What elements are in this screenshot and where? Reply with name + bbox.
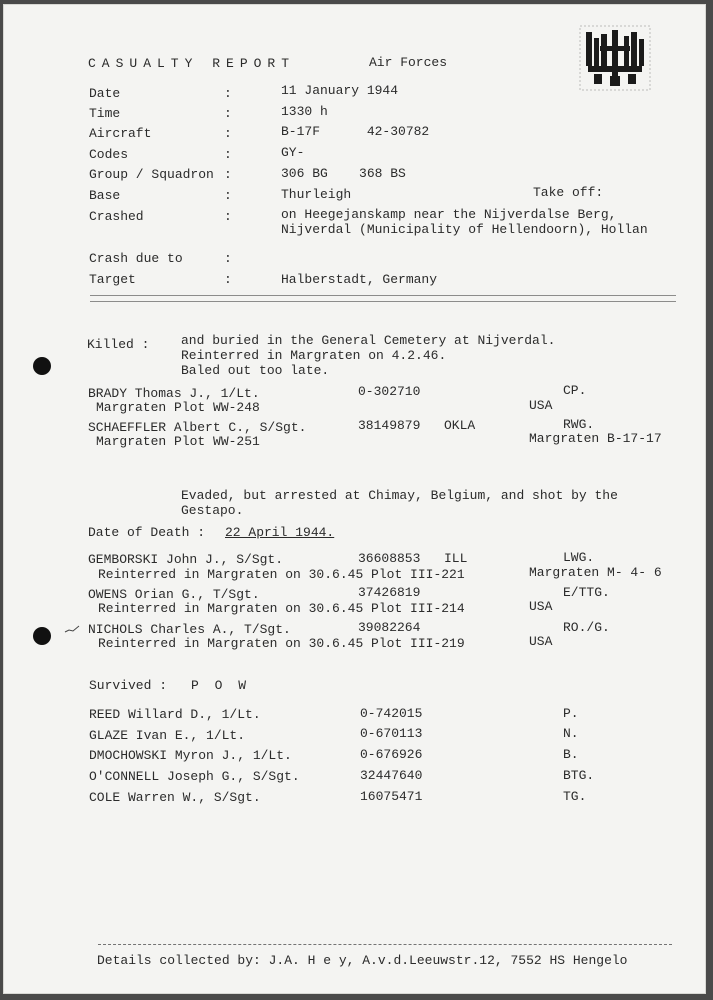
- crew-position: LWG.: [563, 550, 595, 565]
- crew-detail-right: Margraten M- 4- 6: [529, 565, 662, 580]
- field-colon-date: :: [224, 86, 232, 101]
- header-separator: [90, 295, 676, 302]
- crew-position: N.: [563, 726, 579, 741]
- footer-credit: Details collected by: J.A. H e y, A.v.d.Leeuwstr.12, 7552 HS Hengelo: [97, 953, 628, 968]
- field-value-group: 306 BG 368 BS: [281, 166, 406, 181]
- field-colon-target: :: [224, 272, 232, 287]
- crew-name: NICHOLS Charles A., T/Sgt.: [88, 622, 291, 637]
- crew-serial: 36608853: [358, 551, 421, 566]
- punch-hole-top: [33, 357, 51, 375]
- report-subtitle: Air Forces: [369, 55, 448, 70]
- crew-serial: 0-670113: [360, 726, 423, 741]
- killed-note-2: Reinterred in Margraten on 4.2.46.: [181, 348, 447, 363]
- field-colon-group: :: [224, 167, 232, 182]
- evaded-note-1: Evaded, but arrested at Chimay, Belgium, and shot by the: [181, 488, 618, 503]
- crew-name: REED Willard D., 1/Lt.: [89, 707, 261, 722]
- killed-heading: Killed :: [87, 337, 150, 352]
- field-colon-base: :: [224, 188, 232, 203]
- crew-name: BRADY Thomas J., 1/Lt.: [88, 386, 260, 401]
- crew-serial: 0-676926: [360, 747, 423, 762]
- crew-detail: Margraten Plot WW-248: [96, 400, 260, 415]
- death-date-label: Date of Death :: [88, 525, 206, 540]
- field-value-aircraft: B-17F 42-30782: [281, 124, 430, 139]
- crew-name: GEMBORSKI John J., S/Sgt.: [88, 552, 284, 567]
- crew-name: DMOCHOWSKI Myron J., 1/Lt.: [89, 748, 292, 763]
- field-value-codes: GY-: [281, 145, 305, 160]
- crew-detail: Reinterred in Margraten on 30.6.45 Plot III-219: [98, 636, 465, 651]
- takeoff-label: Take off:: [533, 185, 604, 200]
- field-label-date: Date: [89, 86, 121, 101]
- crew-detail-right: Margraten B-17-17: [529, 431, 662, 446]
- footer-separator: [98, 944, 672, 945]
- crew-detail: Reinterred in Margraten on 30.6.45 Plot III-214: [98, 601, 465, 616]
- crew-detail: Reinterred in Margraten on 30.6.45 Plot III-221: [98, 567, 465, 582]
- field-colon-crashed: :: [224, 209, 232, 224]
- field-value-crashed-line2: Nijverdal (Municipality of Hellendoorn), Hollan: [281, 222, 648, 237]
- crew-position: BTG.: [563, 768, 595, 783]
- crew-name: COLE Warren W., S/Sgt.: [89, 790, 261, 805]
- survived-heading: Survived :: [89, 678, 168, 693]
- field-label-codes: Codes: [89, 147, 129, 162]
- field-label-target: Target: [89, 272, 136, 287]
- field-colon-crash-due: :: [224, 251, 232, 266]
- crew-name: OWENS Orian G., T/Sgt.: [88, 587, 260, 602]
- killed-note-1: and buried in the General Cemetery at Nijverdal.: [181, 333, 556, 348]
- crew-state: OKLA: [444, 418, 476, 433]
- crew-position: RO./G.: [563, 620, 610, 635]
- crew-serial: 0-742015: [360, 706, 423, 721]
- crew-position: RWG.: [563, 417, 595, 432]
- punch-hole-bottom: [33, 627, 51, 645]
- crew-position: B.: [563, 747, 579, 762]
- crew-detail-right: USA: [529, 634, 553, 649]
- field-label-crashed: Crashed: [89, 209, 144, 224]
- report-title: CASUALTY REPORT: [88, 56, 296, 71]
- crew-serial: 0-302710: [358, 384, 421, 399]
- death-date-value: 22 April 1944.: [225, 525, 335, 540]
- crew-position: CP.: [563, 383, 587, 398]
- crew-detail: Margraten Plot WW-251: [96, 434, 260, 449]
- crew-detail-right: USA: [529, 599, 553, 614]
- crew-position: TG.: [563, 789, 587, 804]
- field-label-aircraft: Aircraft: [89, 126, 152, 141]
- crew-serial: 39082264: [358, 620, 421, 635]
- crew-serial: 32447640: [360, 768, 423, 783]
- crew-serial: 37426819: [358, 585, 421, 600]
- field-value-time: 1330 h: [281, 104, 328, 119]
- field-value-crashed: on Heegejanskamp near the Nijverdalse Berg,: [281, 207, 617, 222]
- field-label-crash-due: Crash due to: [89, 251, 183, 266]
- crew-position: P.: [563, 706, 579, 721]
- killed-note-3: Baled out too late.: [181, 363, 330, 378]
- evaded-note-2: Gestapo.: [181, 503, 244, 518]
- crew-name: O'CONNELL Joseph G., S/Sgt.: [89, 769, 300, 784]
- field-colon-time: :: [224, 106, 232, 121]
- field-label-group: Group / Squadron: [89, 167, 214, 182]
- field-label-base: Base: [89, 188, 121, 203]
- field-value-date: 11 January 1944: [281, 83, 399, 98]
- crew-serial: 16075471: [360, 789, 423, 804]
- field-colon-codes: :: [224, 147, 232, 162]
- crew-name: GLAZE Ivan E., 1/Lt.: [89, 728, 246, 743]
- crew-name: SCHAEFFLER Albert C., S/Sgt.: [88, 420, 307, 435]
- crew-detail-right: USA: [529, 398, 553, 413]
- field-colon-aircraft: :: [224, 126, 232, 141]
- survived-status: P O W: [191, 678, 251, 693]
- crew-serial: 38149879: [358, 418, 421, 433]
- airplane-stamp-icon: [578, 24, 652, 92]
- crew-state: ILL: [444, 551, 468, 566]
- field-value-base: Thurleigh: [281, 187, 352, 202]
- field-value-target: Halberstadt, Germany: [281, 272, 438, 287]
- field-label-time: Time: [89, 106, 121, 121]
- pencil-mark-icon: [64, 625, 80, 635]
- crew-position: E/TTG.: [563, 585, 610, 600]
